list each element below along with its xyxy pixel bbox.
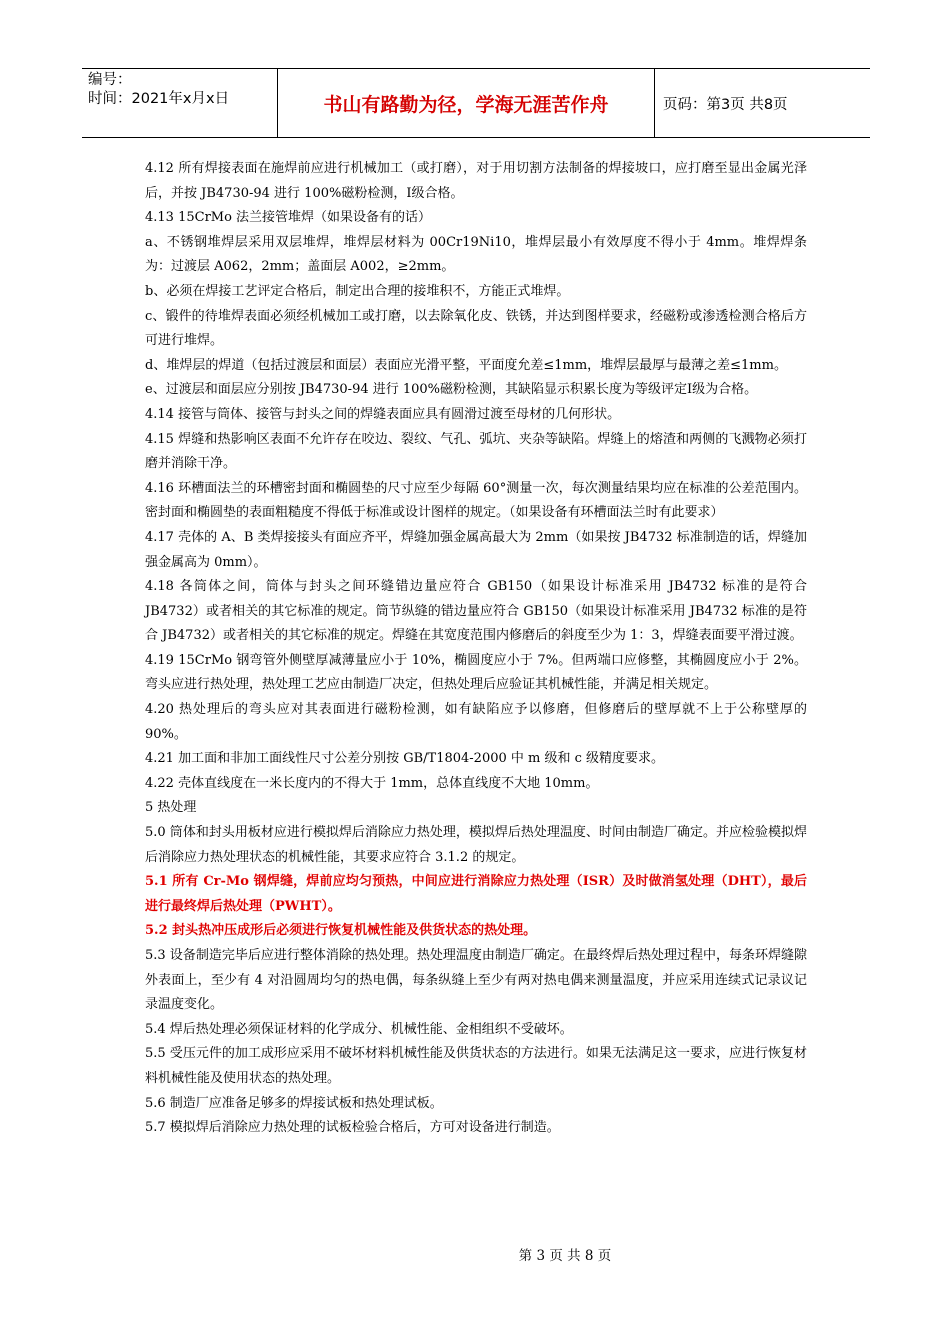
paragraph: 5.5 受压元件的加工成形应采用不破坏材料机械性能及供货状态的方法进行。如果无法满足这一要求，应进行恢复材料机械性能及使用状态的热处理。 [145, 1046, 807, 1086]
paragraph: 4.17 壳体的 A、B 类焊接接头有面应齐平，焊缝加强金属高最大为 2mm（如果按 JB4732 标准制造的话，焊缝加强金属高为 0mm）。 [145, 529, 807, 570]
paragraph: c、锻件的待堆焊表面必须经机械加工或打磨，以去除氧化皮、铁锈，并达到图样要求，经磁粉或渗透检测合格后方可进行堆焊。 [145, 308, 807, 349]
paragraph: 4.20 热处理后的弯头应对其表面进行磁粉检测，如有缺陷应予以修磨，但修磨后的壁厚就不上于公称壁厚的 90%。 [145, 702, 807, 742]
paragraph: 5.6 制造厂应准备足够多的焊接试板和热处理试板。 [145, 1095, 443, 1111]
page-footer: 第 3 页 共 8 页 [518, 1248, 612, 1264]
paragraph: 5.3 设备制造完毕后应进行整体消除的热处理。热处理温度由制造厂确定。在最终焊后热处理过程中，每条环焊缝隙外表面上，至少有 4 对沿圆周均匀的热电偶，每条纵缝上至少有两对热电偶来测量温度，并应采用连续式记录议记录温度变化。 [145, 948, 807, 1013]
paragraph: 4.13 15CrMo 法兰接管堆焊（如果设备有的话） [145, 210, 432, 226]
paragraph: 4.18 各筒体之间，筒体与封头之间环缝错边量应符合 GB150（如果设计标准采用 JB4732 标准的是符合 JB4732）或者相关的其它标准的规定。筒节纵缝的错边量应符合 GB150（如果设计标准采用 JB4732 标准的是符合 JB4732）或者相关的其它标准的规定。焊缝在其宽度范围内修磨后的斜度至少为 1：3，焊缝表面要平滑过渡。 [145, 579, 807, 644]
paragraph: 4.12 所有焊接表面在施焊前应进行机械加工（或打磨），对于用切割方法制备的焊接坡口，应打磨至显出金属光泽后，并按 JB4730-94 进行 100%磁粉检测，Ⅰ级合格。 [145, 161, 807, 201]
paragraph: 5.0 筒体和封头用板材应进行模拟焊后消除应力热处理，模拟焊后热处理温度、时间由制造厂确定。并应检验模拟焊后消除应力热处理状态的机械性能，其要求应符合 3.1.2 的规定。 [145, 825, 807, 865]
paragraph: 4.19 15CrMo 钢弯管外侧壁厚减薄量应小于 10%，椭圆度应小于 7%。但两端口应修整，其椭圆度应小于 2%。弯头应进行热处理，热处理工艺应由制造厂决定，但热处理后应验证其机械性能，并满足相关规定。 [145, 652, 807, 693]
document-date: 时间：2021年x月x日 [88, 91, 230, 107]
document-number-label: 编号： [88, 72, 132, 88]
paragraph: 4.16 环槽面法兰的环槽密封面和椭圆垫的尺寸应至少每隔 60°测量一次，每次测量结果均应在标准的公差范围内。密封面和椭圆垫的表面粗糙度不得低于标准或设计图样的规定。（如果设备有环槽面法兰时有此要求） [145, 480, 807, 521]
paragraph: d、堆焊层的焊道（包括过渡层和面层）表面应光滑平整，平面度允差≤1mm，堆焊层最厚与最薄之差≤1mm。 [145, 357, 787, 373]
paragraph: 4.22 壳体直线度在一米长度内的不得大于 1mm，总体直线度不大地 10mm。 [145, 775, 599, 791]
paragraph: 5.1 所有 Cr-Mo 钢焊缝，焊前应均匀预热，中间应进行消除应力热处理（ISR）及时做消氢处理（DHT），最后进行最终焊后热处理（PWHT）。 [145, 874, 807, 914]
header-page-number: 页码：第3页 共8页 [663, 96, 788, 113]
paragraph: 5.2 封头热冲压成形后必须进行恢复机械性能及供货状态的热处理。 [145, 923, 537, 939]
paragraph: 4.21 加工面和非加工面线性尺寸公差分别按 GB/T1804-2000 中 m 级和 c 级精度要求。 [145, 751, 665, 767]
document-body [145, 157, 807, 1141]
page-header [82, 68, 870, 138]
paragraph: b、必须在焊接工艺评定合格后，制定出合理的接堆积不，方能正式堆焊。 [145, 283, 570, 299]
paragraph: 4.15 焊缝和热影响区表面不允许存在咬边、裂纹、气孔、弧坑、夹杂等缺陷。焊缝上的熔渣和两侧的飞溅物必须打磨并消除干净。 [145, 431, 807, 472]
paragraph: e、过渡层和面层应分别按 JB4730-94 进行 100%磁粉检测，其缺陷显示积累长度为等级评定Ⅰ级为合格。 [145, 382, 758, 398]
paragraph: a、不锈钢堆焊层采用双层堆焊，堆焊层材料为 00Cr19Ni10，堆焊层最小有效厚度不得小于 4mm。堆焊焊条为：过渡层 A062，2mm；盖面层 A002，≥2mm。 [145, 234, 807, 275]
paragraph: 5.7 模拟焊后消除应力热处理的试板检验合格后，方可对设备进行制造。 [145, 1120, 560, 1136]
header-info [82, 69, 278, 137]
paragraph: 5 热处理 [145, 800, 197, 816]
paragraph: 5.4 焊后热处理必须保证材料的化学成分、机械性能、金相组织不受破坏。 [145, 1021, 573, 1037]
header-motto: 书山有路勤为径，学海无涯苦作舟 [278, 69, 655, 137]
paragraph: 4.14 接管与筒体、接管与封头之间的焊缝表面应具有圆滑过渡至母材的几何形状。 [145, 406, 621, 422]
